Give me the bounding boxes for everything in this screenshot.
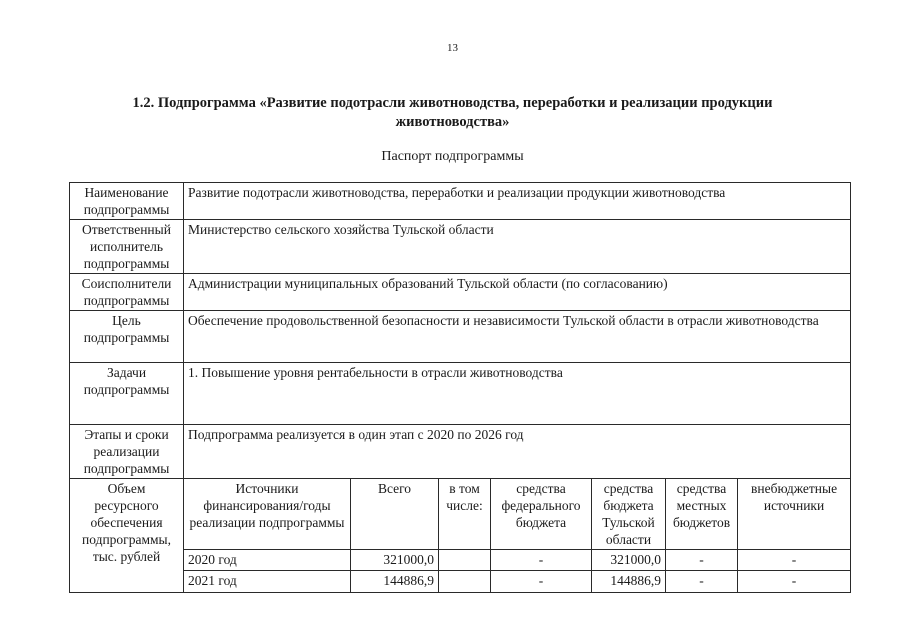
row-tasks — [70, 363, 851, 425]
label-name: Наименование подпрограммы — [70, 183, 184, 220]
cell-regional: 144886,9 — [592, 571, 666, 593]
page-title: 1.2. Подпрограмма «Развитие подотрасли животноводства, переработки и реализации продукции животноводства» — [132, 95, 773, 130]
funding-header-row — [70, 479, 851, 550]
cell-local: - — [666, 571, 738, 593]
row-goal — [70, 311, 851, 363]
value-name: Развитие подотрасли животноводства, переработки и реализации продукции животноводства — [184, 183, 851, 220]
cell-regional: 321000,0 — [592, 550, 666, 571]
cell-including — [439, 571, 491, 593]
page-number: 13 — [447, 42, 458, 54]
value-executor: Министерство сельского хозяйства Тульской области — [184, 220, 851, 274]
page-subtitle: Паспорт подпрограммы — [381, 149, 524, 164]
label-executor: Ответственный исполнитель подпрограммы — [70, 220, 184, 274]
cell-federal: - — [491, 571, 592, 593]
cell-extra: - — [738, 550, 851, 571]
row-executor — [70, 220, 851, 274]
header-federal: средства федерального бюджета — [491, 479, 592, 550]
cell-extra: - — [738, 571, 851, 593]
label-goal: Цель подпрограммы — [70, 311, 184, 363]
row-name — [70, 183, 851, 220]
label-stages: Этапы и сроки реализации подпрограммы — [70, 425, 184, 479]
cell-year: 2021 год — [184, 571, 351, 593]
value-tasks: 1. Повышение уровня рентабельности в отрасли животноводства — [184, 363, 851, 425]
header-including: в том числе: — [439, 479, 491, 550]
passport-table — [69, 182, 851, 593]
funding-row-2021 — [70, 571, 851, 593]
row-coexecutors — [70, 274, 851, 311]
funding-row-2020 — [70, 550, 851, 571]
cell-total: 321000,0 — [351, 550, 439, 571]
value-stages: Подпрограмма реализуется в один этап с 2020 по 2026 год — [184, 425, 851, 479]
header-regional: средства бюджета Тульской области — [592, 479, 666, 550]
label-coexecutors: Соисполнители подпрограммы — [70, 274, 184, 311]
cell-federal: - — [491, 550, 592, 571]
header-local: средства местных бюджетов — [666, 479, 738, 550]
header-total: Всего — [351, 479, 439, 550]
cell-including — [439, 550, 491, 571]
label-tasks: Задачи подпрограммы — [70, 363, 184, 425]
value-goal: Обеспечение продовольственной безопасности и независимости Тульской области в отрасли животноводства — [184, 311, 851, 363]
cell-year: 2020 год — [184, 550, 351, 571]
cell-local: - — [666, 550, 738, 571]
cell-total: 144886,9 — [351, 571, 439, 593]
row-stages — [70, 425, 851, 479]
label-funding: Объем ресурсного обеспечения подпрограммы, тыс. рублей — [70, 479, 184, 593]
header-source: Источники финансирования/годы реализации подпрограммы — [184, 479, 351, 550]
value-coexecutors: Администрации муниципальных образований Тульской области (по согласованию) — [184, 274, 851, 311]
header-extra: внебюджетные источники — [738, 479, 851, 550]
